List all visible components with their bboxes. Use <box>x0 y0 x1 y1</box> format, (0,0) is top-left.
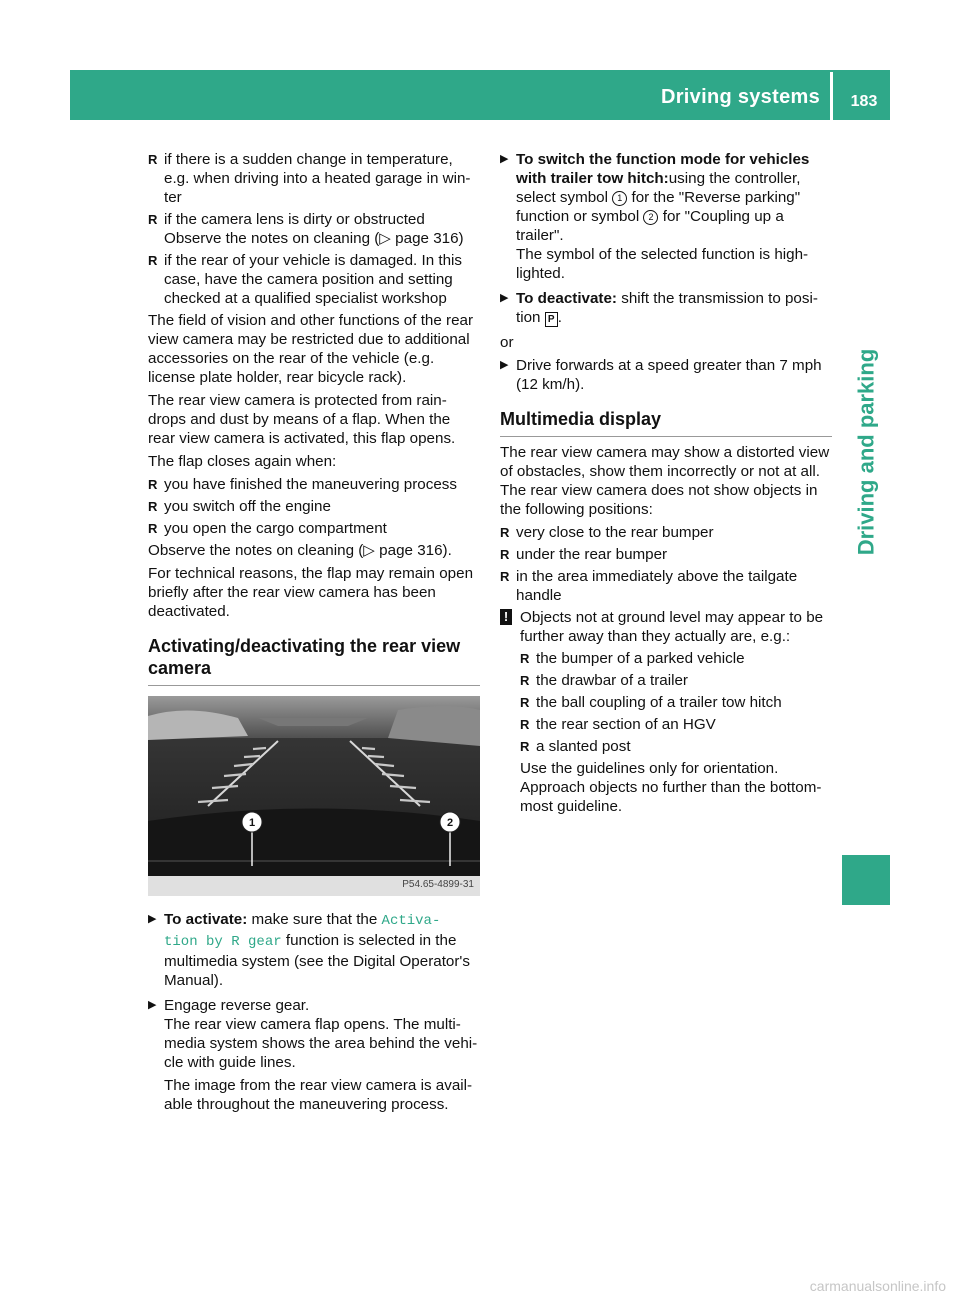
engage-text: The rear view camera flap opens. The multi- media system shows the area behind the vehi- cle with guide lines. <box>164 1016 478 1071</box>
instruction-drive: ▶ Drive forwards at a speed greater than 7 mph (12 km/h). <box>500 356 832 394</box>
right-column <box>500 150 832 820</box>
symbol-2-icon: 2 <box>643 210 658 225</box>
svg-text:1: 1 <box>248 817 256 829</box>
list-item: R if there is a sudden change in temperature, e.g. when driving into a heated garage in win- ter <box>148 150 480 207</box>
header-separator <box>830 72 833 120</box>
side-tab-block <box>842 855 890 905</box>
rear-camera-image <box>148 696 480 896</box>
watermark: carmanualsonline.info <box>809 1278 946 1294</box>
instruction-activate <box>148 910 480 990</box>
switch-text-c: for "Coupling up a trailer". <box>516 208 784 244</box>
deactivate-text: shift the transmission to posi- tion <box>516 290 818 326</box>
list-item: R under the rear bumper <box>500 545 832 564</box>
or-text: or <box>500 334 514 351</box>
paragraph: The rear view camera may show a distorted view of obstacles, show them incorrectly or not at all. The rear view camera does not show objects in the following positions: <box>500 444 830 518</box>
list-item: R the ball coupling of a trailer tow hitch <box>500 693 832 712</box>
instruction-deactivate: ▶ To deactivate: shift the transmission to posi- tion P . <box>500 289 832 327</box>
warning-text: Objects not at ground level may appear to be further away than they actually are, e.g.: <box>520 609 824 645</box>
paragraph: Use the guidelines only for orientation. Approach objects no further than the bottom- most guideline. <box>520 760 822 815</box>
list-item: R you open the cargo compartment <box>148 519 480 538</box>
list-item: R the rear section of an HGV <box>500 715 832 734</box>
switch-text-b: for the "Reverse parking" function or symbol <box>516 189 801 225</box>
activate-function-name: Activa‐ tion by R gear <box>164 913 441 950</box>
section-heading: Multimedia display <box>500 408 832 437</box>
list-item: R the bumper of a parked vehicle <box>500 649 832 668</box>
list-item: R a slanted post <box>500 737 832 756</box>
paragraph: The rear view camera is protected from rain- drops and dust by means of a flap. When the rear view camera is activated, this flap opens. <box>148 392 456 447</box>
deactivate-label: To deactivate: <box>516 290 617 307</box>
switch-label: To switch the function mode for vehicles with trailer tow hitch: <box>516 151 810 187</box>
camera-view-illustration <box>148 696 480 896</box>
paragraph: The flap closes again when: <box>148 453 337 470</box>
warning-note <box>500 608 832 646</box>
list-item: R the drawbar of a trailer <box>500 671 832 690</box>
switch-text-a: using the controller, select symbol <box>516 170 801 206</box>
list-item: R in the area immediately above the tailgate handle <box>500 567 832 605</box>
instruction-engage <box>148 996 480 1114</box>
list-item: R you have finished the maneuvering process <box>148 475 480 494</box>
paragraph: For technical reasons, the flap may remain open briefly after the rear view camera has been deactivated. <box>148 565 474 620</box>
list-item: R you switch off the engine <box>148 497 480 516</box>
list-item: R very close to the rear bumper <box>500 523 832 542</box>
engage-title: ▶ Engage reverse gear. <box>164 997 310 1014</box>
activate-label: To activate: <box>164 911 248 928</box>
svg-text:2: 2 <box>446 817 454 829</box>
left-column <box>148 150 480 1120</box>
figure-code: P54.65-4899-31 <box>402 879 474 890</box>
activate-text: make sure that the <box>251 911 378 928</box>
switch-text-2: The symbol of the selected function is high- lighted. <box>516 246 809 282</box>
park-position-icon: P <box>545 312 558 327</box>
list-item: R if the camera lens is dirty or obstructed Observe the notes on cleaning (▷ page 316) <box>148 210 480 248</box>
engage-text-2: The image from the rear view camera is avail- able throughout the maneuvering process. <box>164 1077 473 1113</box>
page-number: 183 <box>850 93 878 110</box>
instruction-switch <box>500 150 832 283</box>
section-title: Driving systems <box>660 86 820 108</box>
paragraph: The field of vision and other functions of the rear view camera may be restricted due to additional accessories on the rear of the vehicle (e.g. license plate holder, rear bicycle rack). <box>148 312 474 386</box>
warning-icon: ! <box>500 609 512 625</box>
section-heading: Activating/deactivating the rear view camera <box>148 635 480 686</box>
symbol-1-icon: 1 <box>612 191 627 206</box>
activate-text-post: function is selected in the multimedia system (see the Digital Operator's Manual). <box>164 932 470 989</box>
list-item: R if the rear of your vehicle is damaged. In this case, have the camera position and setting checked at a qualified specialist workshop <box>148 251 480 308</box>
paragraph: Observe the notes on cleaning (▷ page 316). <box>148 542 452 559</box>
side-tab-label: Driving and parking <box>853 348 879 556</box>
